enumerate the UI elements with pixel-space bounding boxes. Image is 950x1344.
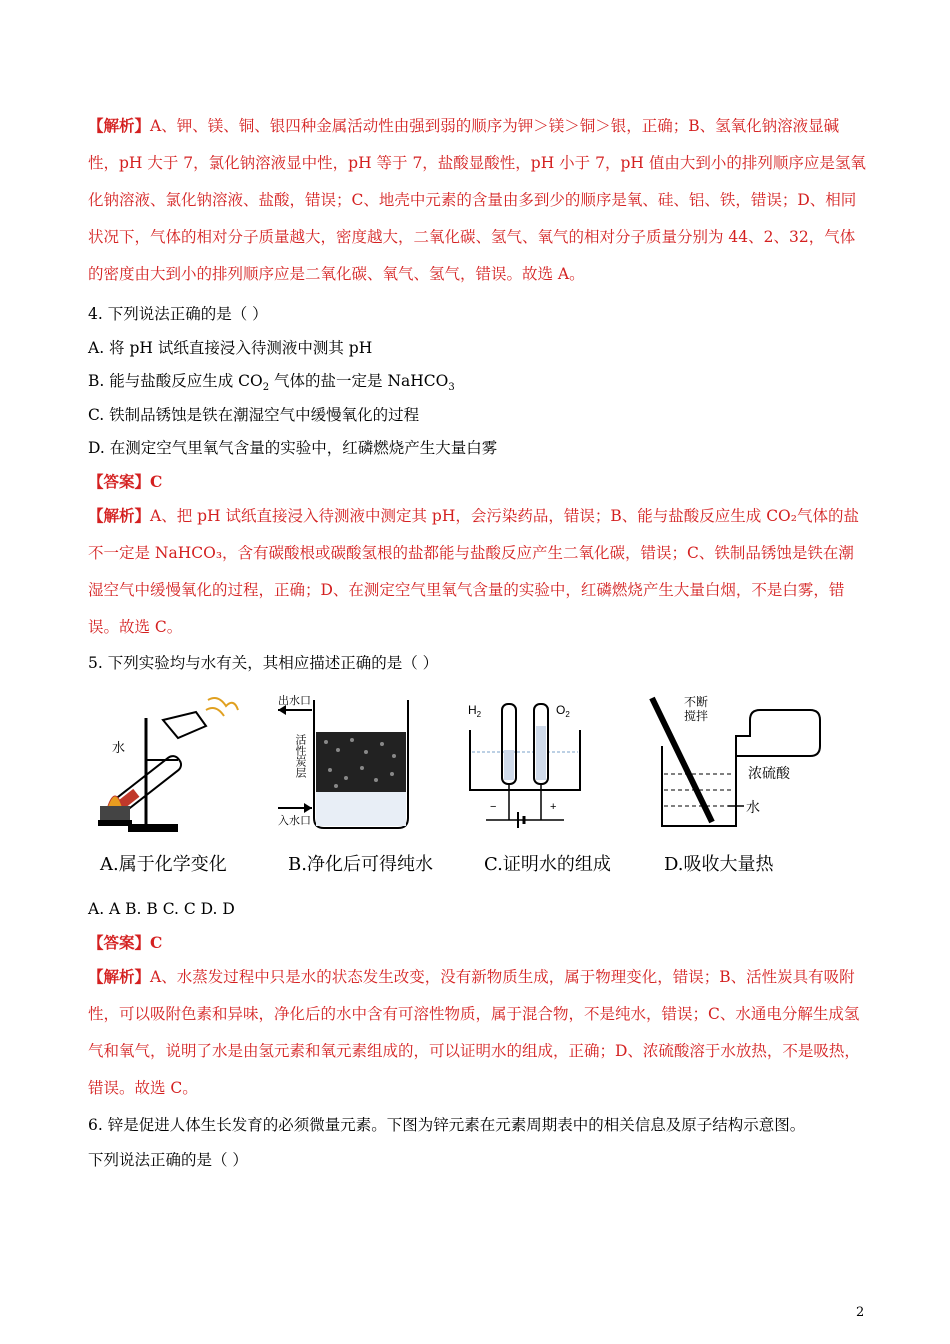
figure-c-o2-label: O bbox=[556, 703, 566, 717]
q4-option-b bbox=[88, 370, 455, 399]
q6-line-2: 下列说法正确的是（ ） bbox=[88, 1151, 248, 1169]
figure-d-water-label: 水 bbox=[746, 799, 760, 815]
q6-line-1: 6. 锌是促进人体生长发育的必须微量元素。下图为锌元素在元素周期表中的相关信息及原子结构示意图。 bbox=[88, 1116, 806, 1134]
svg-text:H2 bbox=[468, 703, 482, 719]
q5-analysis bbox=[88, 958, 866, 1107]
q4-answer: 【答案】C bbox=[88, 472, 163, 491]
q4-analysis-tag: 【解析】 bbox=[88, 506, 151, 525]
figure-b-in-label: 入水口 bbox=[278, 815, 311, 827]
q4-option-a: A. 将 pH 试纸直接浸入待测液中测其 pH bbox=[88, 339, 373, 357]
figure-d-acid-label: 浓硫酸 bbox=[748, 765, 790, 781]
q4-option-b-sub2: 3 bbox=[448, 382, 455, 394]
figure-c-electrolysis bbox=[460, 690, 600, 838]
figure-c-o2-sub: 2 bbox=[565, 710, 570, 719]
figure-d-stir-label-2: 搅拌 bbox=[684, 709, 709, 723]
page-number: 2 bbox=[856, 1305, 865, 1320]
q4-stem: 4. 下列说法正确的是（ ） bbox=[88, 305, 268, 323]
q4-option-b-post: 气体的盐一定是 NaHCO bbox=[269, 372, 449, 390]
svg-text:O2 bbox=[556, 703, 570, 719]
figure-b-caption: B.净化后可得纯水 bbox=[288, 854, 433, 875]
analysis-tag: 【解析】 bbox=[88, 116, 151, 135]
figure-c-h2-sub: 2 bbox=[476, 710, 482, 719]
q5-figures bbox=[88, 690, 868, 840]
figure-b-filter bbox=[276, 690, 426, 838]
q5-stem: 5. 下列实验均与水有关，其相应描述正确的是（ ） bbox=[88, 654, 439, 672]
analysis-q3 bbox=[88, 107, 866, 293]
figure-b-layer-label: 活性炭层 bbox=[294, 734, 306, 778]
figure-a-caption: A.属于化学变化 bbox=[100, 854, 227, 875]
figure-a-water-label: 水 bbox=[112, 740, 126, 755]
figure-b-out-label: 出水口 bbox=[278, 695, 311, 707]
q4-option-c: C. 铁制品锈蚀是铁在潮湿空气中缓慢氧化的过程 bbox=[88, 406, 420, 424]
figure-c-plus: + bbox=[550, 801, 557, 813]
figure-d-stir-label-1: 不断 bbox=[684, 695, 709, 709]
figure-c-caption: C.证明水的组成 bbox=[484, 854, 611, 875]
analysis-text: A、钾、镁、铜、银四种金属活动性由强到弱的顺序为钾＞镁＞铜＞银，正确；B、氢氧化钠溶液显碱性，pH 大于 7，氯化钠溶液显中性，pH 等于 7，盐酸显酸性，pH 小于 7，pH 值由大到小的排列顺序应是氢氧化钠溶液、氯化钠溶液、盐酸，错误；C、地壳中元素的含量由多到少的顺序是氧、硅、铝、铁，错误；D、相同状况下，气体的相对分子质量越大，密度越大，二氧化碳、氢气、氧气的相对分子质量分别为 44、2、32，气体的密度由大到小的排列顺序应是二氧化碳、氧气、氢气，错误。故选 A。 bbox=[88, 117, 866, 283]
q4-option-b-sub: 2 bbox=[262, 382, 270, 394]
q5-analysis-tag: 【解析】 bbox=[88, 967, 151, 986]
q4-analysis-text: A、把 pH 试纸直接浸入待测液中测定其 pH，会污染药品，错误；B、能与盐酸反应生成 CO₂气体的盐不一定是 NaHCO₃，含有碳酸根或碳酸氢根的盐都能与盐酸反应产生二氧化碳，错误；C、铁制品锈蚀是铁在潮湿空气中缓慢氧化的过程，正确；D、在测定空气里氧气含量的实验中，红磷燃烧产生大量白烟，不是白雾，错误。故选 C。 bbox=[88, 507, 859, 636]
q5-analysis-text: A、水蒸发过程中只是水的状态发生改变，没有新物质生成，属于物理变化，错误；B、活性炭具有吸附性，可以吸附色素和异味，净化后的水中含有可溶性物质，属于混合物，不是纯水，错误；C、水通电分解生成氢气和氧气，说明了水是由氢元素和氧元素组成的，可以证明水的组成，正确；D、浓硫酸溶于水放热，不是吸热，错误。故选 C。 bbox=[88, 968, 860, 1097]
figure-d-caption: D.吸收大量热 bbox=[664, 854, 774, 875]
figure-d-dilution bbox=[640, 690, 840, 838]
q4-option-d: D. 在测定空气里氧气含量的实验中，红磷燃烧产生大量白雾 bbox=[88, 439, 498, 457]
q4-option-b-pre: B. 能与盐酸反应生成 CO bbox=[88, 372, 263, 390]
figure-c-minus: − bbox=[490, 801, 497, 813]
q4-analysis bbox=[88, 497, 866, 646]
figure-a-heating bbox=[88, 690, 258, 838]
figure-c-h2-label: H bbox=[468, 703, 477, 717]
q5-answer: 【答案】C bbox=[88, 933, 163, 952]
q5-options: A. A B. B C. C D. D bbox=[88, 900, 235, 918]
